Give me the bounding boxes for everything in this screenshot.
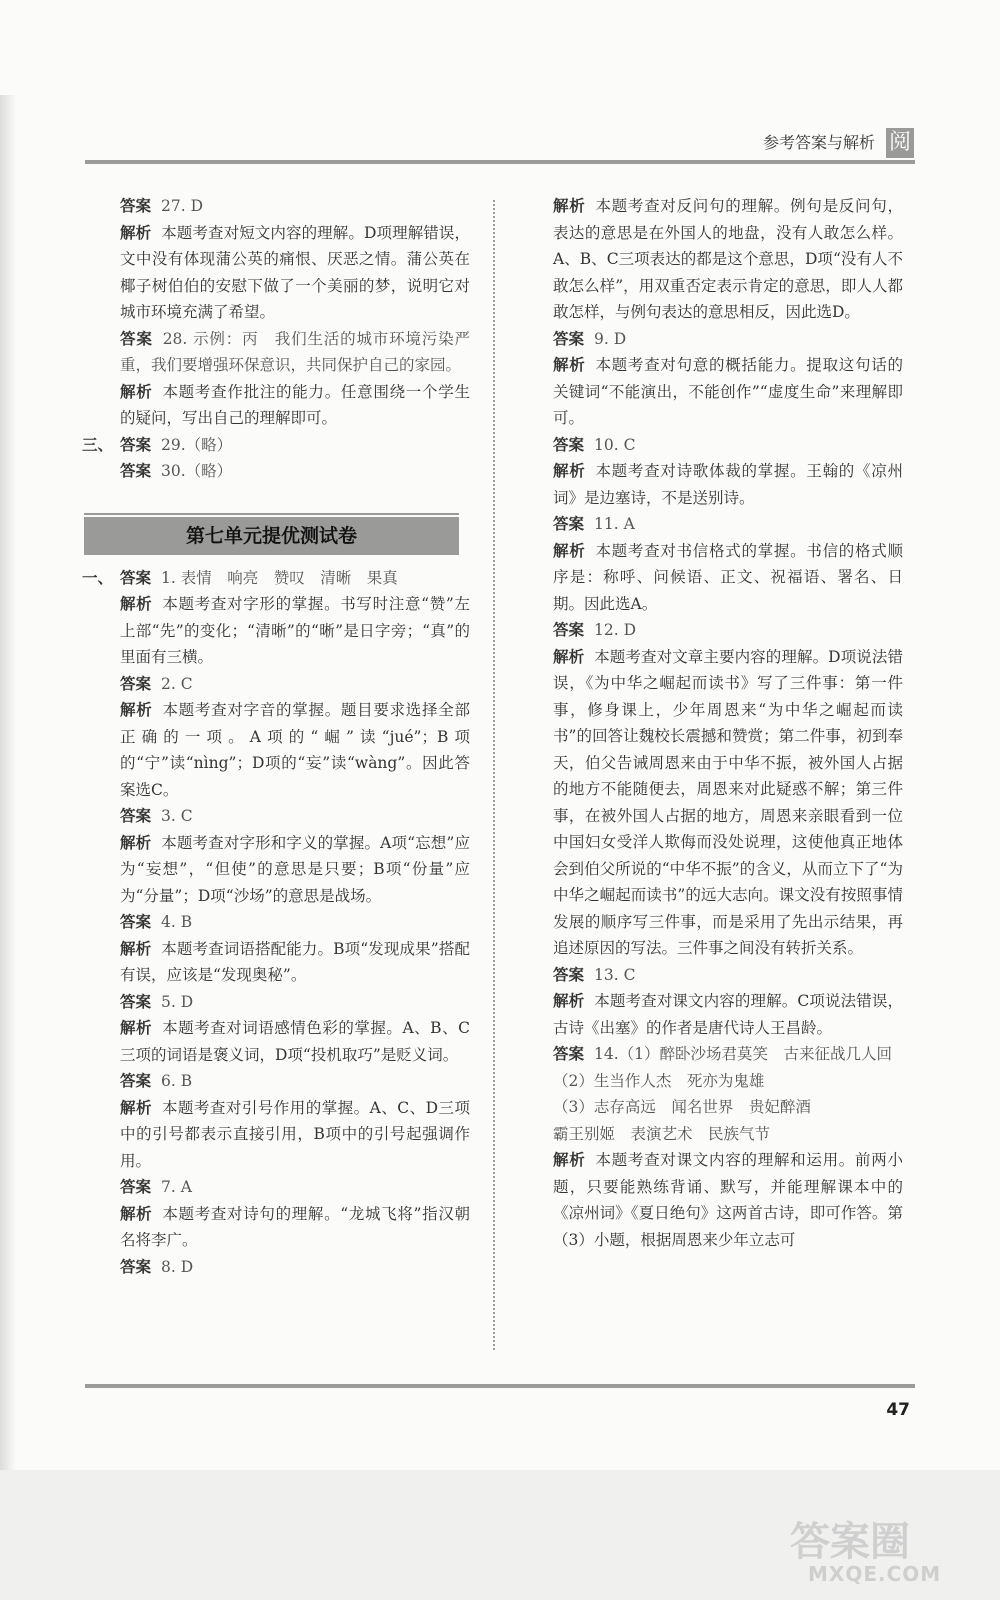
header-rule bbox=[85, 160, 915, 164]
page-edge-shadow bbox=[0, 95, 16, 1475]
answer-11: 答案 11. A bbox=[553, 514, 635, 533]
analysis-28: 解析 本题考查作批注的能力。任意围绕一个学生的疑问，写出自己的理解即可。 bbox=[120, 381, 470, 427]
answer-12: 答案 12. D bbox=[553, 620, 637, 639]
header-title: 参考答案与解析 bbox=[762, 133, 875, 152]
answer-27: 答案 27. D bbox=[120, 196, 204, 215]
watermark-url: MXQE.COM bbox=[808, 1562, 942, 1586]
answer-14-line-2: （2）生当作人杰 死亦为鬼雄 bbox=[553, 1071, 765, 1090]
analysis-2: 解析 本题考查对字音的掌握。题目要求选择全部正确的一项。A项的“崛”读“jué”；B项的“宁”读“nìng”；D项的“妄”读“wàng”。因此答案选C。 bbox=[120, 700, 470, 799]
analysis-3: 解析 本题考查对字形和字义的掌握。A项“忘想”应为“妄想”，“但使”的意思是只要；B项“份量”应为“分量”；D项“沙场”的意思是战场。 bbox=[120, 832, 470, 905]
left-column bbox=[82, 193, 470, 1280]
answer-5: 答案 5. D bbox=[120, 991, 194, 1011]
answer-3: 答案 3. C bbox=[120, 806, 193, 825]
analysis-9: 解析 本题考查对句意的概括能力。提取这句话的关键词“不能演出，不能创作”“虚度生命”来理解即可。 bbox=[553, 355, 903, 427]
section-banner: 第七单元提优测试卷 bbox=[84, 517, 459, 555]
analysis-1: 解析 本题考查对字形的掌握。书写时注意“赞”左上部“先”的变化；“清晰”的“晰”是日字旁；“真”的里面有三横。 bbox=[120, 594, 470, 666]
analysis-10: 解析 本题考查对诗歌体裁的掌握。王翰的《凉州词》是边塞诗，不是送别诗。 bbox=[553, 461, 903, 507]
answer-28: 答案 28. 示例：丙 我们生活的城市环境污染严重，我们要增强环保意识，共同保护自己的家园。 bbox=[120, 328, 470, 374]
analysis-14: 解析 本题考查对课文内容的理解和运用。前两小题，只要能熟练背诵、默写，并能理解课本中的《凉州词》《夏日绝句》这两首古诗，即可作答。第（3）小题，根据周恩来少年立志可 bbox=[553, 1150, 903, 1249]
answer-14: 答案 14.（1）醉卧沙场君莫笑 古来征战几人回 bbox=[553, 1044, 893, 1063]
analysis-13: 解析 本题考查对课文内容的理解。C项说法错误，古诗《出塞》的作者是唐代诗人王昌龄。 bbox=[553, 991, 903, 1037]
analysis-8: 解析 本题考查对反问句的理解。例句是反问句，表达的意思是在外国人的地盘，没有人敢怎么样。A、B、C三项表达的都是这个意思，D项“没有人不敢怎么样”，用双重否定表示肯定的意思，即人人都敢怎样，与例句表达的意思相反，因此选D。 bbox=[553, 196, 903, 321]
answer-8: 答案 8. D bbox=[120, 1256, 194, 1276]
analysis-7: 解析 本题考查对诗句的理解。“龙城飞将”指汉朝名将李广。 bbox=[120, 1203, 470, 1249]
analysis-4: 解析 本题考查词语搭配能力。B项“发现成果”搭配有误，应该是“发现奥秘”。 bbox=[120, 938, 470, 984]
answer-4: 答案 4. B bbox=[120, 912, 193, 931]
column-divider bbox=[493, 200, 495, 1350]
answer-2: 答案 2. C bbox=[120, 673, 193, 693]
section-1-mark: 一、 bbox=[82, 567, 114, 587]
analysis-11: 解析 本题考查对书信格式的掌握。书信的格式顺序是：称呼、问候语、正文、祝福语、署名、日期。因此选A。 bbox=[553, 540, 903, 613]
analysis-5: 解析 本题考查对词语感情色彩的掌握。A、B、C三项的词语是褒义词，D项“投机取巧”是贬义词。 bbox=[120, 1018, 470, 1064]
answer-14-line-3: （3）志存高远 闻名世界 贵妃醉酒 bbox=[553, 1098, 811, 1116]
answer-1: 一、 答案 1. 表情 响亮 赞叹 清晰 果真 bbox=[120, 565, 470, 592]
answer-29: 三、 答案 29.（略） bbox=[120, 432, 470, 459]
section-3-mark: 三、 bbox=[82, 434, 114, 454]
header-badge: 阅 bbox=[886, 128, 914, 158]
answer-9: 答案 9. D bbox=[553, 328, 627, 348]
answer-30: 答案 30.（略） bbox=[120, 461, 233, 480]
answer-10: 答案 10. C bbox=[553, 434, 636, 454]
answer-7: 答案 7. A bbox=[120, 1177, 192, 1196]
answer-6: 答案 6. B bbox=[120, 1071, 193, 1090]
footer-rule bbox=[85, 1384, 915, 1388]
analysis-12: 解析 本题考查对文章主要内容的理解。D项说法错误，《为中华之崛起而读书》写了三件事：第一件事，修身课上，少年周恩来“为中华之崛起而读书”的回答让魏校长震撼和赞赏；第二件事，初到奉天，伯父告诫周恩来由于中华不振，被外国人占据的地方不能随便去，周恩来对此疑惑不解；第三件事，在被外国人占据的地方，周恩来亲眼看到一位中国妇女受洋人欺侮而没处说理，这使他真正地体会到伯父所说的“中华不振”的含义，从而立下了“为中华之崛起而读书”的远大志向。课文没有按照事情发展的顺序写三件事，而是采用了先出示结果，再追述原因的写法。三件事之间没有转折关系。 bbox=[553, 646, 903, 957]
answer-14-line-4: 霸王别姬 表演艺术 民族气节 bbox=[553, 1124, 771, 1143]
answer-13: 答案 13. C bbox=[553, 964, 636, 984]
watermark bbox=[790, 1510, 980, 1590]
watermark-logo: 答案圈 bbox=[790, 1519, 910, 1565]
page-number: 47 bbox=[886, 1400, 910, 1420]
analysis-27: 解析 本题考查对短文内容的理解。D项理解错误，文中没有体现蒲公英的痛恨、厌恶之情。蒲公英在椰子树伯伯的安慰下做了一个美丽的梦，说明它对城市环境充满了希望。 bbox=[120, 222, 470, 321]
analysis-6: 解析 本题考查对引号作用的掌握。A、C、D三项中的引号都表示直接引用，B项中的引号起强调作用。 bbox=[120, 1097, 470, 1170]
right-column bbox=[553, 193, 903, 1253]
